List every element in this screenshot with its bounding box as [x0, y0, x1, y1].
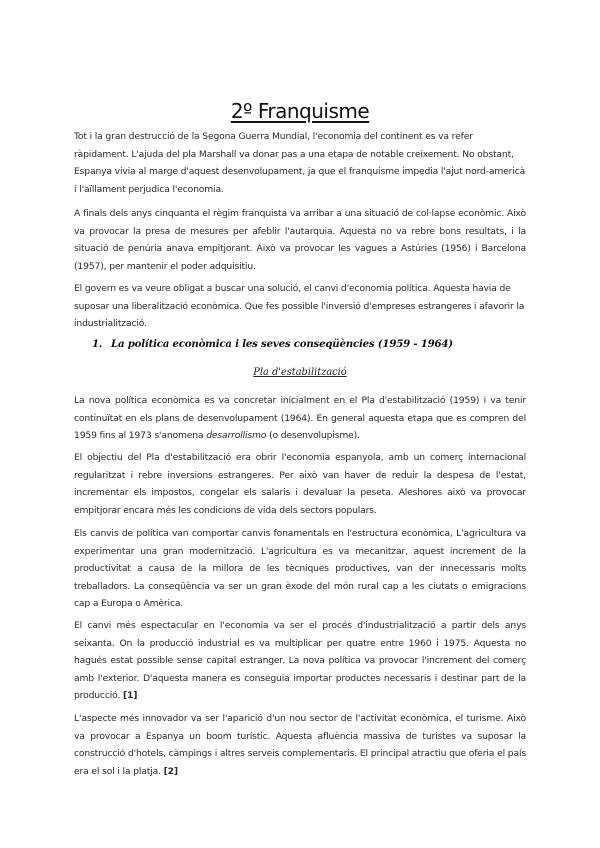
body-paragraph-4 — [74, 617, 526, 705]
desarrollismo-term: desarrollismo — [206, 430, 267, 442]
section-title: La política econòmica i les seves conseqüències (1959 - 1964) — [111, 338, 453, 350]
body-paragraph-1-text: La nova política econòmica es va concretar inicialment en el Pla d'estabilització (1959) i va tenir continuïtat en els plans de desenvolupament (1964). En general aquesta etapa que es compren del 1959 fins al 1973 s'anomena — [74, 395, 526, 442]
body-paragraph-2: El objectiu del Pla d'estabilització era obrir l'economia espanyola, amb un comerç internacional regularitzat i rebre inversions estrangeres. Per això van haver de reduir la despesa de l'estat, incrementar els impostos, congelar els salaris i devaluar la peseta. Aleshores això va provocar empitjorar encara més les condicions de vida dels sectors populars. — [74, 452, 526, 516]
intro-paragraph-2: A finals dels anys cinquanta el règim franquista va arribar a una situació de col·lapse econòmic. Això va provocar la presa de mesures per afeblir l'autarquia. Aquesta no va rebre bons resultats, i la situació de penúria anava empitjorant. Això va provocar les vagues a Astúries (1956) i Barcelona (1957), per mantenir el poder adquisitiu. — [74, 208, 526, 272]
body-paragraph-4-text: El canvi més espectacular en l'economia va ser el procés d'industrialització a partir dels anys seixanta. On la producció industrial es va multiplicar per quatre entre 1960 i 1975. Aquesta no hagués estat possible sense capital estranger. La nova política va provocar l'increment del comerç amb l'exterior. D'aquesta manera es conseguia importar productes necessaris i destinar part de la producció. — [74, 620, 526, 702]
body-paragraph-1-tail: (o desenvolupisme). — [266, 430, 360, 442]
footnote-ref-1[interactable]: [1] — [123, 690, 138, 702]
intro-paragraph-1: Tot i la gran destrucció de la Segona Guerra Mundial, l'economia del continent es va refer ràpidament. L'ajuda del pla Marshall va donar pas a una etapa de notable creixement. No obstant, Espanya vivia al marge d'aquest desenvolupament, ja que el franquisme impedia l'ajut nord-americà i l'aïllament perjudica l'economia. — [74, 131, 526, 195]
body-paragraph-5 — [74, 710, 526, 780]
body-paragraph-3: Els canvis de política van comportar canvis fonamentals en l'estructura econòmica, L'agricultura va experimentar una gran modernització. L'agricultura es va mecanitzar, aquest increment de la productivitat a causa de la millora de les tècniques productives, van der innecessaris molts treballadors. La conseqüència va ser un gran èxode del món rural cap a les ciutats o emigracions cap a Europa o Amèrica. — [74, 528, 526, 610]
subheading: Pla d'estabilització — [253, 367, 347, 378]
body-paragraph-1 — [74, 392, 526, 445]
footnote-ref-2[interactable]: [2] — [163, 765, 178, 777]
page-title: 2º Franquisme — [230, 99, 370, 124]
intro-paragraph-3: El govern es va veure obligat a buscar una solució, el canvi d'economia política. Aquesta havia de suposar una liberalització econòmica. Que fes possible l'inversió d'empreses estrangeres i afavorir la industrialització. — [74, 283, 525, 330]
section-number: 1. — [92, 338, 103, 350]
body-paragraph-5-text: L'aspecte més innovador va ser l'aparició d'un nou sector de l'activitat econòmica, el turisme. Això va provocar a Espanya un boom turístic. Aquesta afluència massiva de turistes va suposar la construcció d'hotels, càmpings i altres serveis complementaris. El principal atractiu que oferia el país era el sol i la platja. — [74, 713, 526, 777]
section-heading — [92, 338, 526, 350]
